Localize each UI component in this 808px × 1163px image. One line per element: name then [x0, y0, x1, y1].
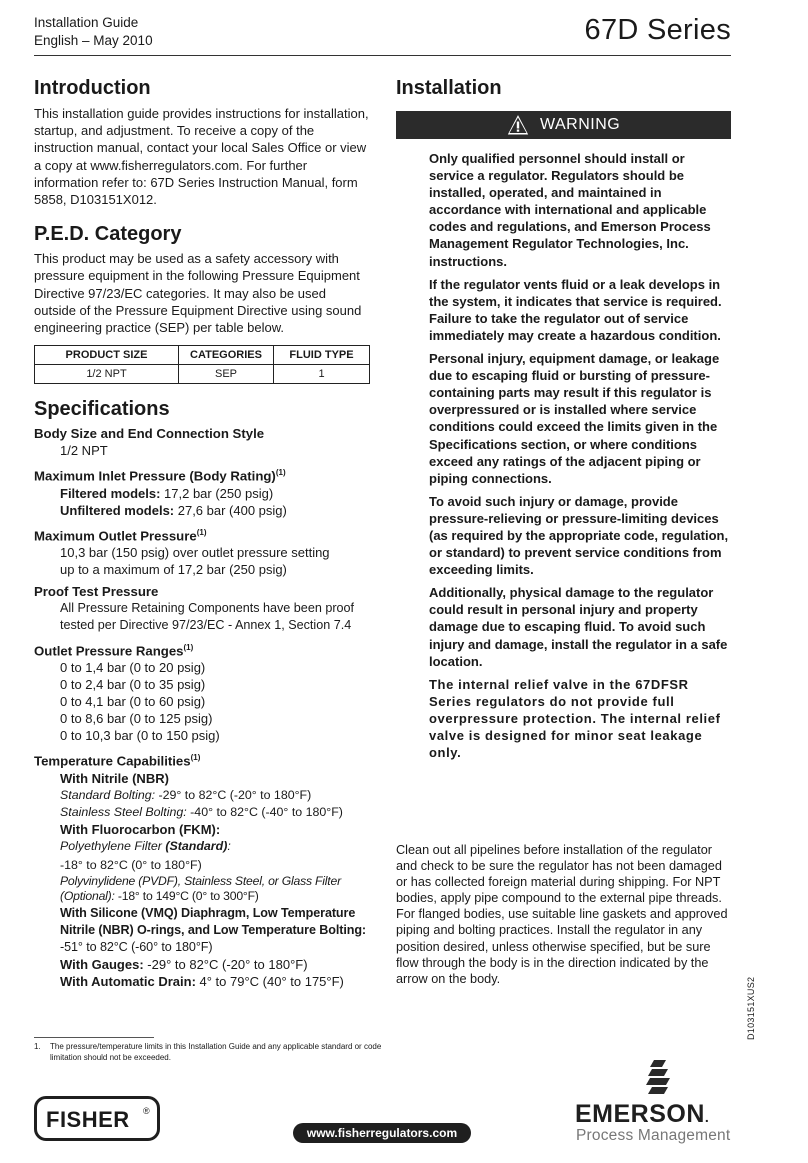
spec-unfiltered-label: Unfiltered models: — [60, 502, 175, 518]
spec-max-outlet-heading — [34, 524, 370, 544]
fisher-logo-text: FISHER — [46, 1107, 130, 1132]
spec-filtered-value: 17,2 bar (250 psig) — [160, 485, 274, 501]
ped-col-categories: CATEGORIES — [179, 346, 274, 365]
spec-temp-ss-bolting-label: Stainless Steel Bolting: — [60, 804, 187, 819]
spec-temp-vmq — [34, 905, 370, 956]
header-language-date: English – May 2010 — [34, 33, 153, 48]
spec-temp-pvdf — [34, 874, 370, 905]
document-id: D103151XUS2 — [746, 976, 756, 1040]
registered-mark: ® — [143, 1106, 150, 1116]
emerson-wordmark — [575, 1100, 709, 1129]
spec-temp-drain-label: With Automatic Drain: — [60, 973, 196, 989]
spec-temp-drain-value: 4° to 79°C (40° to 175°F) — [195, 973, 344, 989]
spec-temp-std-bolting — [34, 787, 370, 804]
spec-unfiltered — [34, 502, 370, 519]
installation-text: Clean out all pipelines before installation of the regulator and check to be sure the regulator has not been damaged or has collected foreign material during shipping. For NPT bodies, apply pipe compound to the external pipe threads. For flanged bodies, use suitable line gaskets and approved piping and bolting practices. Install the regulator in any position desired, unless otherwise specified, but be sure flow through the body is in the direction indicated by the arrow on the body. — [396, 843, 728, 986]
spec-temp-pe-filter-std: (Standard) — [165, 838, 228, 853]
warning-triangle-icon — [506, 113, 530, 136]
spec-body-size-heading: Body Size and End Connection Style — [34, 426, 265, 442]
ped-cell-categories: SEP — [179, 365, 274, 384]
spec-temp-std-bolting-label: Standard Bolting: — [60, 787, 156, 802]
header-rule — [34, 55, 731, 56]
intro-heading: Introduction — [34, 77, 151, 99]
spec-temp-gauges — [34, 956, 370, 973]
emerson-logo-icon — [640, 1058, 676, 1098]
warning-text-block — [429, 150, 731, 767]
spec-temp-gauges-value: -29° to 82°C (-20° to 180°F) — [143, 956, 308, 972]
spec-proof-text: All Pressure Retaining Components have been proof tested per Directive 97/23/EC - Annex 1, Section 7.4 — [60, 601, 355, 633]
spec-proof-heading: Proof Test Pressure — [34, 584, 159, 600]
spec-temp-nbr: With Nitrile (NBR) — [60, 770, 169, 786]
website-link[interactable]: www.fisherregulators.com — [293, 1123, 471, 1143]
warning-paragraph: Personal injury, equipment damage, or leakage due to escaping fluid or bursting of pressure-containing parts may result if this regulator is overpressured or is installed where service conditions could exceed the limits given in the Specifications section, or where conditions exceed any ratings of the adjacent piping or piping connections. — [429, 351, 720, 486]
spec-temp-pe-filter-label: Polyethylene Filter — [60, 838, 166, 853]
spec-temp-pe-filter — [34, 838, 370, 855]
emerson-wordmark-text: EMERSON — [575, 1100, 705, 1128]
ped-table — [34, 345, 370, 384]
spec-temp-fkm: With Fluorocarbon (FKM): — [60, 821, 221, 837]
spec-body-size-value: 1/2 NPT — [60, 443, 108, 459]
fisher-logo — [34, 1096, 160, 1141]
spec-temp-pe-filter-value: -18° to 82°C (0° to 180°F) — [60, 857, 202, 872]
warning-paragraph: The internal relief valve in the 67DFSR Series regulators do not provide full overpressure protection. The internal relief valve is designed for minor seat leakage only. — [429, 676, 721, 761]
spec-outlet-ranges-heading — [34, 639, 370, 659]
spec-temp-vmq-label: With Silicone (VMQ) Diaphragm, Low Temperature Nitrile (NBR) O-rings, and Low Temperature Bolting: — [60, 905, 367, 937]
spec-filtered — [34, 485, 370, 502]
spec-unfiltered-value: 27,6 bar (400 psig) — [174, 502, 287, 518]
spec-temp-pvdf-label: Polyvinylidene (PVDF), Stainless Steel, or Glass Filter (Optional): — [60, 873, 341, 904]
warning-paragraph: Additionally, physical damage to the regulator could result in personal injury and property damage due to escaping fluid. To avoid such injury and damage, install the regulator in a safe location. — [429, 585, 728, 669]
emerson-wordmark-dot: . — [704, 1109, 710, 1125]
footnote-ref: (1) — [183, 643, 194, 653]
spec-outlet-ranges-label: Outlet Pressure Ranges — [34, 643, 184, 659]
spec-temp-label: Temperature Capabilities — [34, 753, 191, 769]
warning-paragraph: If the regulator vents fluid or a leak develops in the system, it indicates that service is required. Failure to take the regulator out of service immediately may create a hazardous condition. — [429, 276, 722, 343]
footnote-text: The pressure/temperature limits in this Installation Guide and any applicable standard or code limitation should not be exceeded. — [50, 1042, 382, 1062]
list-item: 0 to 2,4 bar (0 to 35 psig) — [60, 677, 206, 693]
spec-temp-gauges-label: With Gauges: — [60, 956, 144, 972]
series-title: 67D Series — [584, 14, 731, 46]
spec-temp-vmq-value: -51° to 82°C (-60° to 180°F) — [60, 939, 213, 954]
footnote — [34, 1042, 384, 1063]
spec-temp-pvdf-value: -18° to 149°C (0° to 300°F) — [114, 889, 259, 904]
table-row — [35, 365, 370, 384]
warning-paragraph: Only qualified personnel should install or service a regulator. Regulators should be installed, operated, and maintained in accordance with international and applicable codes and regulations, and Emerson Process Management Regulator Technologies, Inc. instructions. — [429, 151, 711, 269]
footnote-ref: (1) — [190, 753, 201, 763]
spec-max-outlet-label: Maximum Outlet Pressure — [34, 528, 197, 544]
spec-max-outlet-line2: up to a maximum of 17,2 bar (250 psig) — [60, 562, 287, 578]
ped-col-product-size: PRODUCT SIZE — [35, 346, 179, 365]
warning-banner — [396, 111, 731, 139]
intro-text: This installation guide provides instructions for installation, startup, and adjustment. To receive a copy of the instruction manual, contact your local Sales Office or view a copy at www.fisherregulators.com. For further information refer to: 67D Series Instruction Manual, form 5858, D103151X012. — [34, 106, 369, 208]
ped-table-header-row — [35, 346, 370, 365]
ped-heading: P.E.D. Category — [34, 223, 182, 246]
spec-max-inlet-label: Maximum Inlet Pressure (Body Rating) — [34, 468, 276, 484]
footnote-ref: (1) — [196, 527, 207, 537]
list-item: 0 to 10,3 bar (0 to 150 psig) — [60, 728, 220, 744]
process-management-text: Process Management — [576, 1127, 731, 1144]
spec-temp-ss-bolting-value: -40° to 82°C (-40° to 180°F) — [186, 804, 343, 819]
spec-temp-pe-filter-colon: : — [227, 838, 231, 853]
ped-cell-fluid-type: 1 — [274, 365, 370, 384]
installation-heading: Installation — [396, 77, 502, 99]
ped-col-fluid-type: FLUID TYPE — [274, 346, 370, 365]
spec-temp-drain — [34, 973, 370, 990]
footnote-rule — [34, 1037, 154, 1038]
spec-temp-ss-bolting — [34, 804, 370, 821]
left-column — [34, 76, 370, 990]
footnote-number: 1. — [34, 1042, 41, 1051]
header-doc-type: Installation Guide — [34, 15, 139, 30]
warning-label: WARNING — [540, 116, 621, 133]
footnote-ref: (1) — [275, 468, 286, 478]
list-item: 0 to 4,1 bar (0 to 60 psig) — [60, 694, 206, 710]
spec-filtered-label: Filtered models: — [60, 485, 161, 501]
ped-text: This product may be used as a safety accessory with pressure equipment in the following Pressure Equipment Directive 97/23/EC categories. It may also be used outside of the Pressure Equipment Directive using sound engineering practice (SEP) per table below. — [34, 251, 362, 336]
warning-paragraph: To avoid such injury or damage, provide pressure-relieving or pressure-limiting devices (as required by the appropriate code, regulation, or standard) to prevent service conditions from exceeding limits. — [429, 493, 729, 578]
spec-temp-heading — [34, 749, 370, 769]
spec-max-inlet-heading — [34, 464, 370, 484]
list-item: 0 to 1,4 bar (0 to 20 psig) — [60, 660, 206, 676]
spec-temp-std-bolting-value: -29° to 82°C (-20° to 180°F) — [155, 787, 312, 802]
spec-max-outlet-line1: 10,3 bar (150 psig) over outlet pressure setting — [60, 545, 330, 561]
ped-cell-product-size: 1/2 NPT — [35, 365, 179, 384]
specs-heading: Specifications — [34, 398, 170, 421]
list-item: 0 to 8,6 bar (0 to 125 psig) — [60, 711, 213, 727]
